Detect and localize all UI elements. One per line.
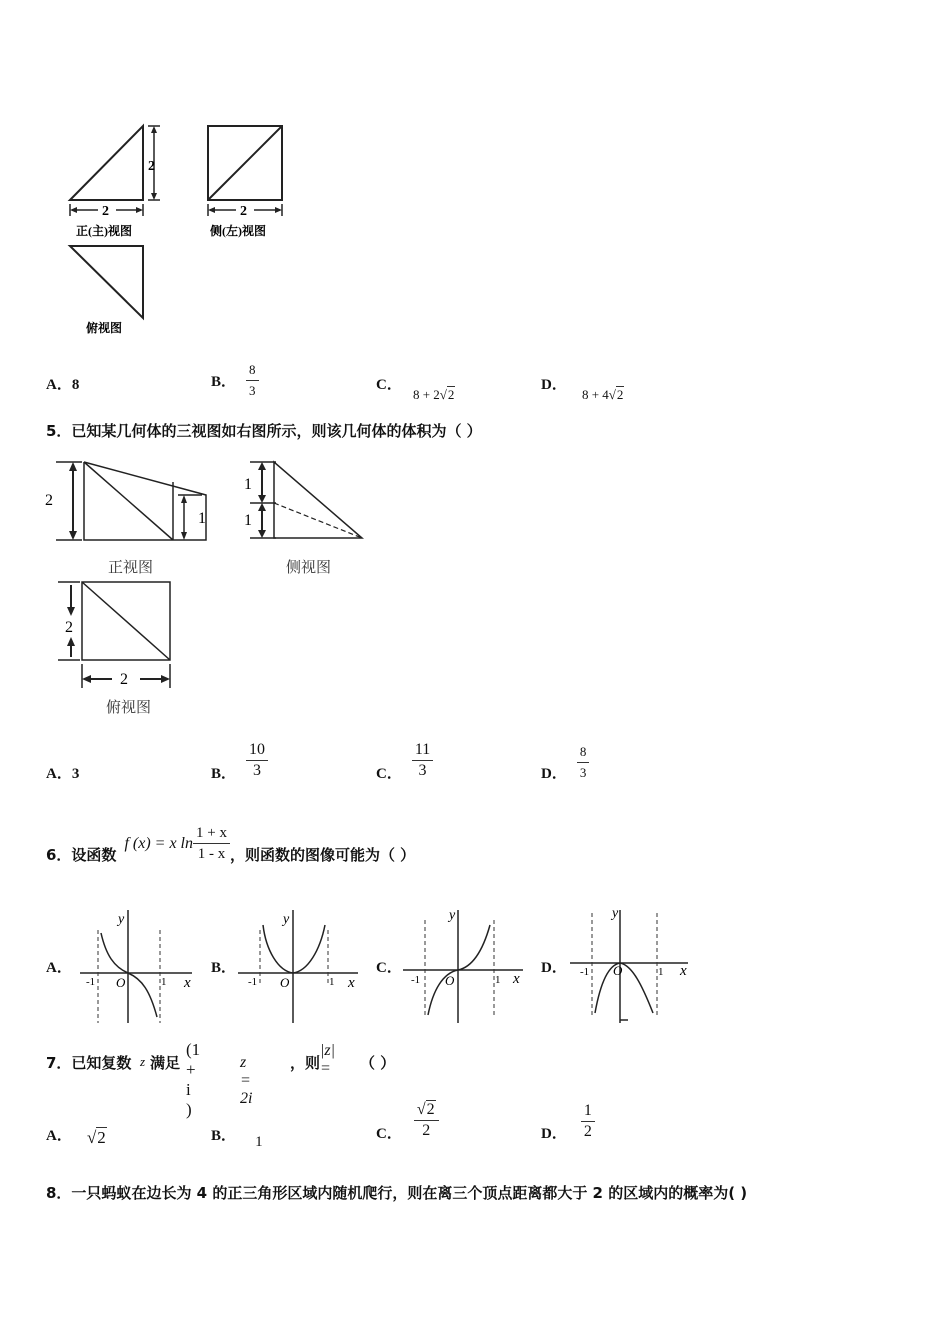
q7-option-a[interactable]: A． √2 xyxy=(46,1128,106,1147)
q4-three-view-figure xyxy=(60,118,300,340)
q7-option-d-fraction: $\frac{1}{2}$ xyxy=(581,1101,595,1142)
q5-side-dim-lower: 1 xyxy=(244,512,252,529)
q5-front-view-shape xyxy=(84,462,206,540)
q6-suffix: ，则函数的图像可能为（ ） xyxy=(229,846,416,864)
svg-text:x: x xyxy=(680,963,687,979)
q5-front-view-label: 正视图 xyxy=(108,560,154,576)
q4-option-a-value: 8 xyxy=(71,377,80,393)
q5-option-c[interactable]: C． $\frac{11}{3}$ xyxy=(376,738,433,783)
q7-equation: z = 2i xyxy=(240,1054,253,1107)
q6-option-d[interactable]: D． xyxy=(541,960,567,976)
q5-option-b-fraction: $\frac{10}{3}$ xyxy=(246,740,268,781)
q5-option-d-fraction: $\frac{8}{3}$ xyxy=(577,742,590,783)
q6-option-b[interactable]: B． xyxy=(211,960,237,976)
q6-graph-b-curve xyxy=(263,925,325,973)
svg-text:O: O xyxy=(445,973,455,988)
q6-graph-a[interactable] xyxy=(80,905,210,1027)
q7-prefix: 7．已知复数 xyxy=(46,1054,132,1072)
q6-graph-b[interactable] xyxy=(238,905,368,1027)
q4-side-width-label: 2 xyxy=(240,204,247,219)
q4-front-height-label: 2 xyxy=(148,159,155,174)
q6-formula-fraction: $\frac{1 + x}{1 - x}$ xyxy=(193,823,230,864)
svg-text:y: y xyxy=(283,912,290,927)
q6-option-c[interactable]: C． xyxy=(376,960,402,976)
q4-option-b-fraction: $\frac{8}{3}$ xyxy=(246,360,259,401)
svg-text:O: O xyxy=(116,975,126,990)
q7-option-a-value: √2 xyxy=(86,1128,106,1147)
q7-option-c[interactable]: C． $\frac{√2}{2}$ xyxy=(376,1098,439,1143)
svg-text:y: y xyxy=(612,906,619,921)
svg-text:y: y xyxy=(118,912,125,927)
q7-abs-z: |z| = xyxy=(320,1042,336,1077)
q6-question xyxy=(46,822,415,865)
q5-top-dim-horizontal: 2 xyxy=(120,671,128,688)
q5-front-height-2: 2 xyxy=(45,492,53,509)
q5-top-view-label: 俯视图 xyxy=(106,700,152,716)
q7-satisfies: 满足 xyxy=(150,1054,181,1072)
svg-text:O: O xyxy=(280,975,290,990)
q4-option-d-value: 8 + 4√2 xyxy=(581,387,624,402)
svg-text:x: x xyxy=(348,975,355,991)
q5-option-a[interactable]: A．3 xyxy=(46,766,80,782)
q7-option-c-fraction: $\frac{√2}{2}$ xyxy=(414,1100,439,1141)
q5-question-text: 5．已知某几何体的三视图如右图所示，则该几何体的体积为（ ） xyxy=(46,422,482,440)
q4-option-a[interactable]: A．8 xyxy=(46,377,80,393)
q5-front-height-1: 1 xyxy=(198,510,206,527)
q5-side-dim-upper: 1 xyxy=(244,476,252,493)
q6-graph-a-curve xyxy=(101,933,157,1017)
q7-option-d[interactable]: D． $\frac{1}{2}$ xyxy=(541,1100,595,1143)
q7-option-b[interactable]: B． 1 xyxy=(211,1128,263,1150)
svg-text:x: x xyxy=(184,975,191,991)
q6-option-a[interactable]: A． xyxy=(46,960,72,976)
q5-option-b[interactable]: B． $\frac{10}{3}$ xyxy=(211,738,268,783)
q5-three-view-figure xyxy=(40,455,380,720)
q5-option-d[interactable]: D． $\frac{8}{3}$ xyxy=(541,742,589,783)
q4-option-c[interactable]: C． $_{8 + 2√2}$ xyxy=(376,377,455,402)
svg-text:-1: -1 xyxy=(411,974,421,986)
svg-text:-1: -1 xyxy=(86,976,96,988)
svg-text:1: 1 xyxy=(329,976,335,988)
q5-top-dim-vertical: 2 xyxy=(65,619,73,636)
q8-question-text: 8．一只蚂蚁在边长为 4 的正三角形区域内随机爬行，则在离三个顶点距离都大于 2 的区域内的概率为( ) xyxy=(46,1184,748,1202)
q6-graph-d[interactable] xyxy=(568,905,698,1027)
q7-end: （ ） xyxy=(360,1054,396,1072)
q5-side-view-shape xyxy=(274,462,362,538)
q6-prefix: 6．设函数 xyxy=(46,846,117,864)
svg-text:1: 1 xyxy=(658,966,664,978)
q4-option-c-value: 8 + 2√2 xyxy=(412,387,455,402)
q4-side-view-label: 侧(左)视图 xyxy=(210,224,266,238)
q4-top-view-label: 俯视图 xyxy=(86,321,123,335)
q6-formula-left: f (x) = x ln xyxy=(124,834,193,852)
svg-text:1: 1 xyxy=(161,976,167,988)
q4-front-view-shape xyxy=(70,126,143,200)
q5-side-view-label: 侧视图 xyxy=(286,560,332,576)
svg-text:y: y xyxy=(449,908,456,923)
q4-option-d[interactable]: D． $_{8 + 4√2}$ xyxy=(541,377,624,402)
svg-text:O: O xyxy=(613,963,623,978)
svg-text:-1: -1 xyxy=(580,966,590,978)
q4-top-view-shape xyxy=(70,246,143,318)
q4-front-width-label: 2 xyxy=(102,204,109,219)
svg-text:-1: -1 xyxy=(248,976,258,988)
q4-option-b[interactable]: B． $\frac{8}{3}$ xyxy=(211,360,259,401)
svg-text:1: 1 xyxy=(495,974,501,986)
svg-text:x: x xyxy=(513,971,520,987)
q4-front-view-label: 正(主)视图 xyxy=(76,224,132,238)
q7-var-z: z xyxy=(140,1054,146,1069)
q5-option-c-fraction: $\frac{11}{3}$ xyxy=(412,740,433,781)
q6-graph-c[interactable] xyxy=(403,905,533,1027)
q7-paren: (1 + i ) xyxy=(186,1040,201,1119)
q7-then: ，则 xyxy=(290,1054,321,1072)
q6-graph-d-curve xyxy=(595,963,653,1013)
q7-option-b-value: 1 xyxy=(255,1134,263,1150)
